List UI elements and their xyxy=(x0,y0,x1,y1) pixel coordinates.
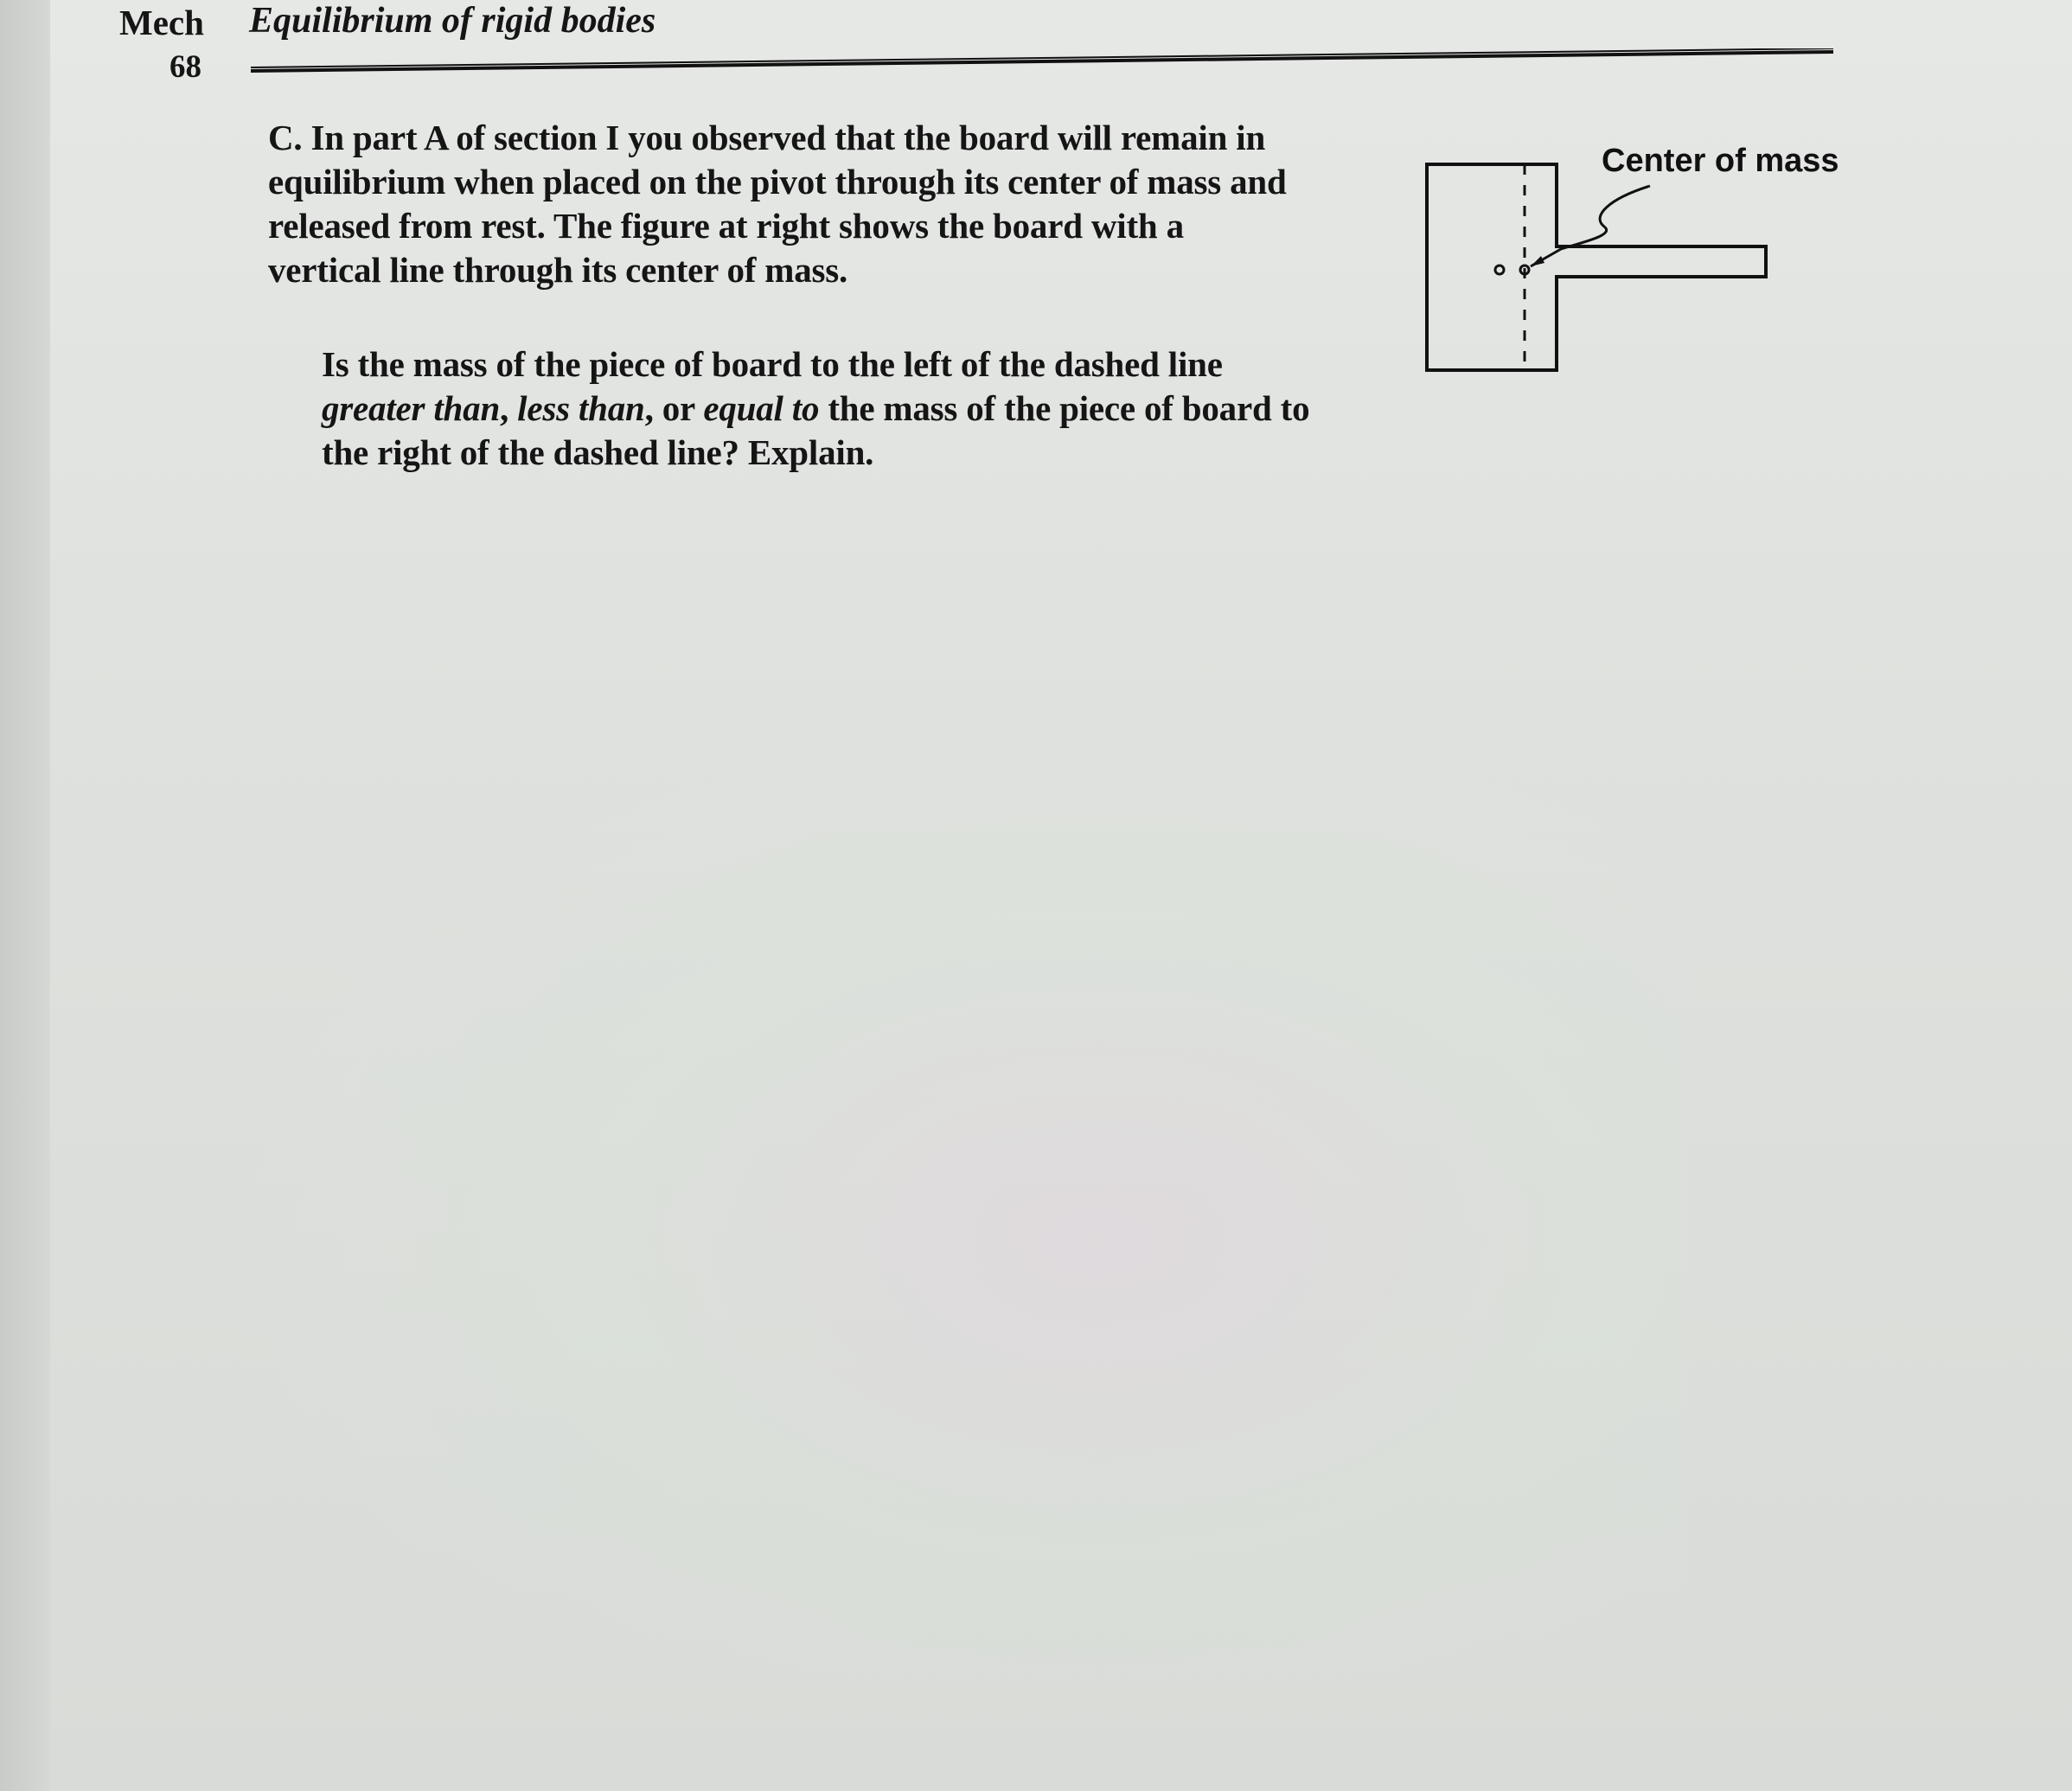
page-number: 68 xyxy=(169,49,201,85)
question-line: Is the mass of the piece of board to the left of the dashed line xyxy=(322,344,1223,384)
part-c-line: C. In part A of section I you observed that the board will remain in xyxy=(268,118,1266,157)
separator: , xyxy=(500,388,518,428)
part-c-text xyxy=(268,116,1392,292)
part-c-line: released from rest. The figure at right shows the board with a xyxy=(268,206,1184,246)
header-rule xyxy=(251,48,1833,74)
question-line: the right of the dashed line? Explain. xyxy=(322,432,874,472)
screen-moire-glare xyxy=(216,692,1686,1686)
question-line xyxy=(322,387,1446,431)
separator: , or xyxy=(644,388,704,428)
question-line-rest: the mass of the piece of board to xyxy=(819,388,1310,428)
center-of-mass-leader xyxy=(1531,186,1650,266)
board-outline xyxy=(1427,164,1766,370)
question-text xyxy=(322,342,1446,475)
course-label: Mech xyxy=(119,3,204,42)
option-equal-to: equal to xyxy=(703,388,820,428)
section-title: Equilibrium of rigid bodies xyxy=(249,1,656,41)
option-less-than: less than xyxy=(517,388,645,428)
center-of-mass-label: Center of mass xyxy=(1602,143,1839,179)
board-figure xyxy=(1410,130,1842,389)
part-c-line: vertical line through its center of mass. xyxy=(268,250,848,290)
part-c-line: equilibrium when placed on the pivot through its center of mass and xyxy=(268,162,1287,201)
pivot-hole xyxy=(1495,265,1504,274)
option-greater-than: greater than xyxy=(322,388,501,428)
leader-arrowhead xyxy=(1531,256,1544,266)
page-edge-shadow xyxy=(0,0,50,1791)
